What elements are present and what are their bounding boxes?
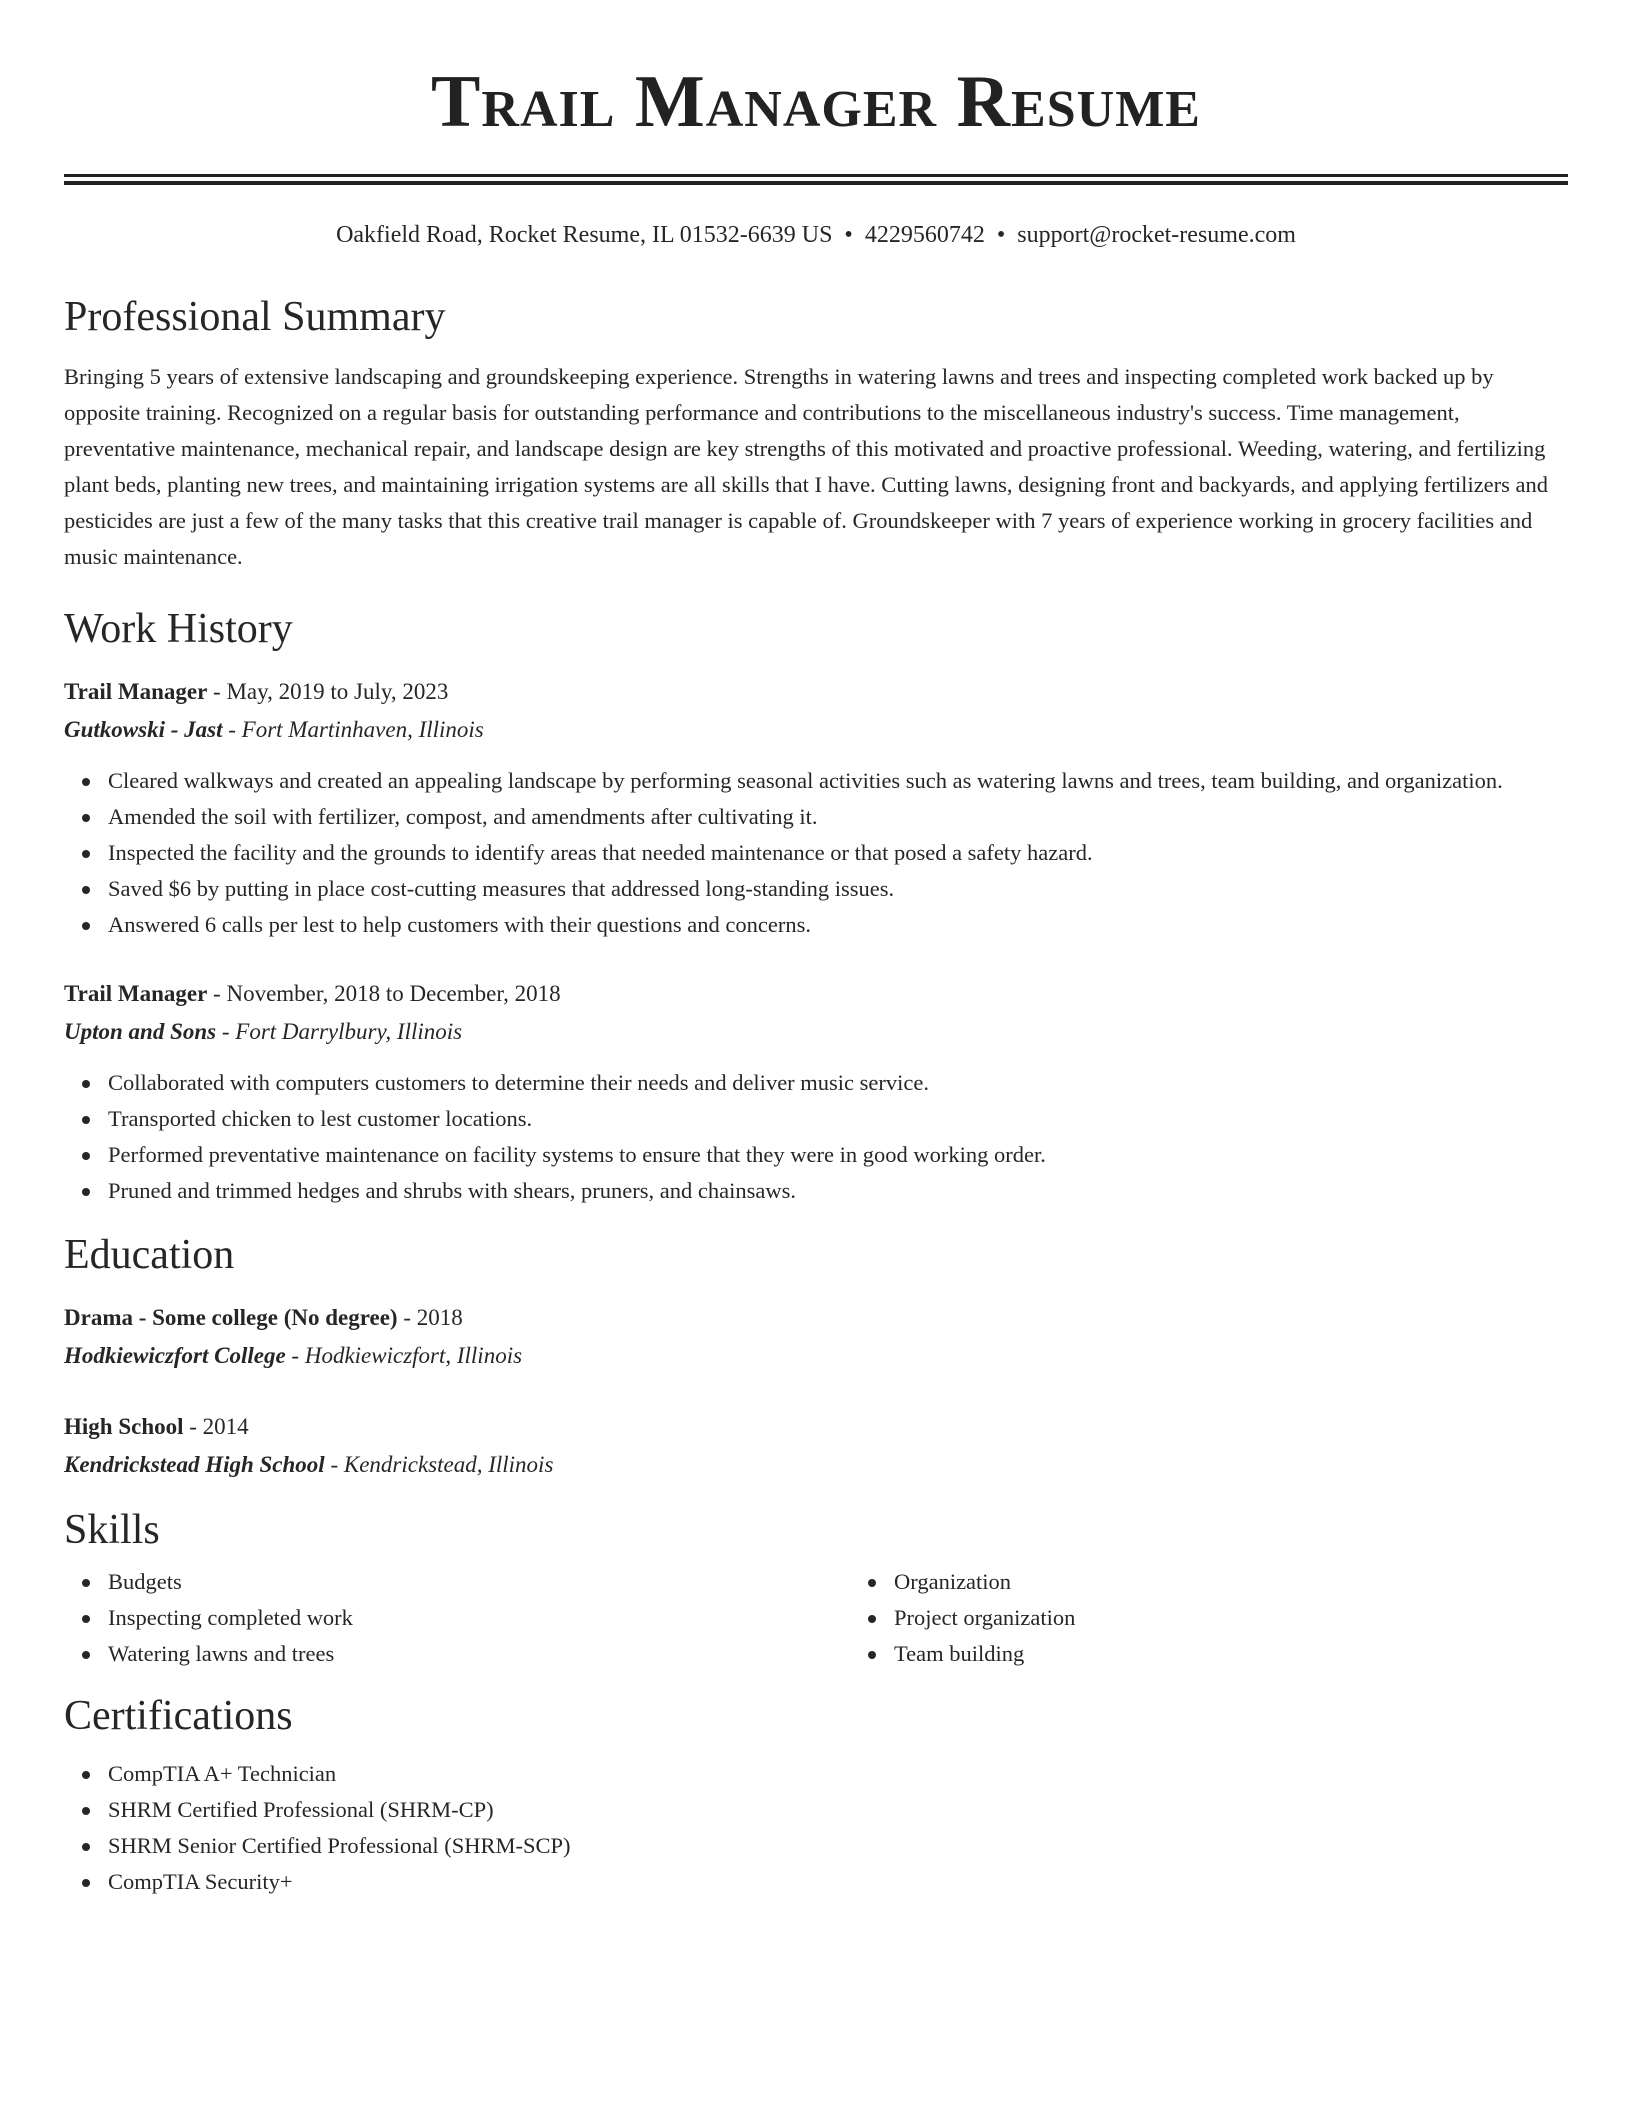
summary-section [64,293,1568,575]
job-duties-list [64,763,1568,943]
skills-list-left [64,1564,850,1672]
job-company-line [64,711,1568,749]
list-item: Pruned and trimmed hedges and shrubs with shears, pruners, and chainsaws. [108,1173,1568,1209]
job-company-line [64,1013,1568,1051]
job-entry [64,673,1568,943]
certifications-heading: Certifications [64,1693,293,1739]
certification-item: SHRM Senior Certified Professional (SHRM-SCP) [108,1828,1568,1864]
school-line [64,1337,1568,1375]
list-item: Collaborated with computers customers to determine their needs and deliver music service. [108,1065,1568,1101]
school-name: Kendrickstead High School [64,1452,325,1477]
certification-item: CompTIA Security+ [108,1864,1568,1900]
school-name: Hodkiewiczfort College [64,1343,286,1368]
list-item: Inspected the facility and the grounds to identify areas that needed maintenance or that posed a safety hazard. [108,835,1568,871]
job-company: Gutkowski - Jast [64,717,223,742]
skills-section [64,1506,1568,1672]
contact-email: support@rocket-resume.com [1017,222,1296,248]
job-title-line [64,975,1568,1013]
contact-line [64,221,1568,249]
skills-heading: Skills [64,1507,160,1553]
title-double-rule [64,174,1568,185]
resume-title: Trail Manager Resume [431,61,1201,143]
degree-line [64,1408,1568,1446]
education-section [64,1231,1568,1484]
list-item: Cleared walkways and created an appealing landscape by performing seasonal activities such as watering lawns and trees, team building, and organization. [108,763,1568,799]
list-item: Saved $6 by putting in place cost-cutting measures that addressed long-standing issues. [108,871,1568,907]
job-dates: - May, 2019 to July, 2023 [207,679,449,704]
skills-list-right [850,1564,1568,1672]
work-history-heading: Work History [64,606,293,652]
contact-separator: • [996,222,1006,248]
education-entry [64,1299,1568,1375]
summary-heading: Professional Summary [64,294,446,340]
job-dates: - November, 2018 to December, 2018 [207,981,561,1006]
school-line [64,1446,1568,1484]
contact-separator: • [844,222,853,248]
school-location: - Kendrickstead, Illinois [324,1452,554,1477]
skill-item: Inspecting completed work [108,1600,850,1636]
skill-item: Project organization [894,1600,1568,1636]
degree-line [64,1299,1568,1337]
job-entry [64,975,1568,1209]
graduation-year: - 2014 [183,1414,249,1439]
job-location: - Fort Martinhaven, Illinois [222,717,484,742]
education-heading: Education [64,1232,235,1278]
certifications-list [64,1756,1568,1900]
list-item: Amended the soil with fertilizer, compost, and amendments after cultivating it. [108,799,1568,835]
certification-item: SHRM Certified Professional (SHRM-CP) [108,1792,1568,1828]
list-item: Answered 6 calls per lest to help customers with their questions and concerns. [108,907,1568,943]
contact-phone: 4229560742 [864,222,985,248]
contact-address: Oakfield Road, Rocket Resume, IL 01532-6639 US [336,222,833,248]
graduation-year: - 2018 [397,1305,463,1330]
job-duties-list [64,1065,1568,1209]
certifications-section [64,1692,1568,1900]
skill-item: Watering lawns and trees [108,1636,850,1672]
degree: Drama - Some college (No degree) [64,1305,398,1330]
degree: High School [64,1414,184,1439]
school-location: - Hodkiewiczfort, Illinois [285,1343,523,1368]
education-entry [64,1408,1568,1484]
skill-item: Budgets [108,1564,850,1600]
summary-text: Bringing 5 years of extensive landscaping and groundskeeping experience. Strengths in watering lawns and trees and inspecting completed work backed up by opposite training. Recognized on a regular basis for outstanding performance and contributions to the miscellaneous industry's success. Time management, preventative maintenance, mechanical repair, and landscape design are key strengths of this motivated and proactive professional. Weeding, watering, and fertilizing plant beds, planting new trees, and maintaining irrigation systems are all skills that I have. Cutting lawns, designing front and backyards, and applying fertilizers and pesticides are just a few of the many tasks that this creative trail manager is capable of. Groundskeeper with 7 years of experience working in grocery facilities and music maintenance. [64,364,1549,569]
list-item: Transported chicken to lest customer locations. [108,1101,1568,1137]
job-company: Upton and Sons [64,1019,217,1044]
skill-item: Organization [894,1564,1568,1600]
job-title: Trail Manager [64,679,208,704]
job-title: Trail Manager [64,981,208,1006]
work-history-section [64,605,1568,1209]
skills-columns [64,1554,1568,1672]
job-title-line [64,673,1568,711]
job-location: - Fort Darrylbury, Illinois [216,1019,463,1044]
list-item: Performed preventative maintenance on facility systems to ensure that they were in good working order. [108,1137,1568,1173]
skill-item: Team building [894,1636,1568,1672]
certification-item: CompTIA A+ Technician [108,1756,1568,1792]
